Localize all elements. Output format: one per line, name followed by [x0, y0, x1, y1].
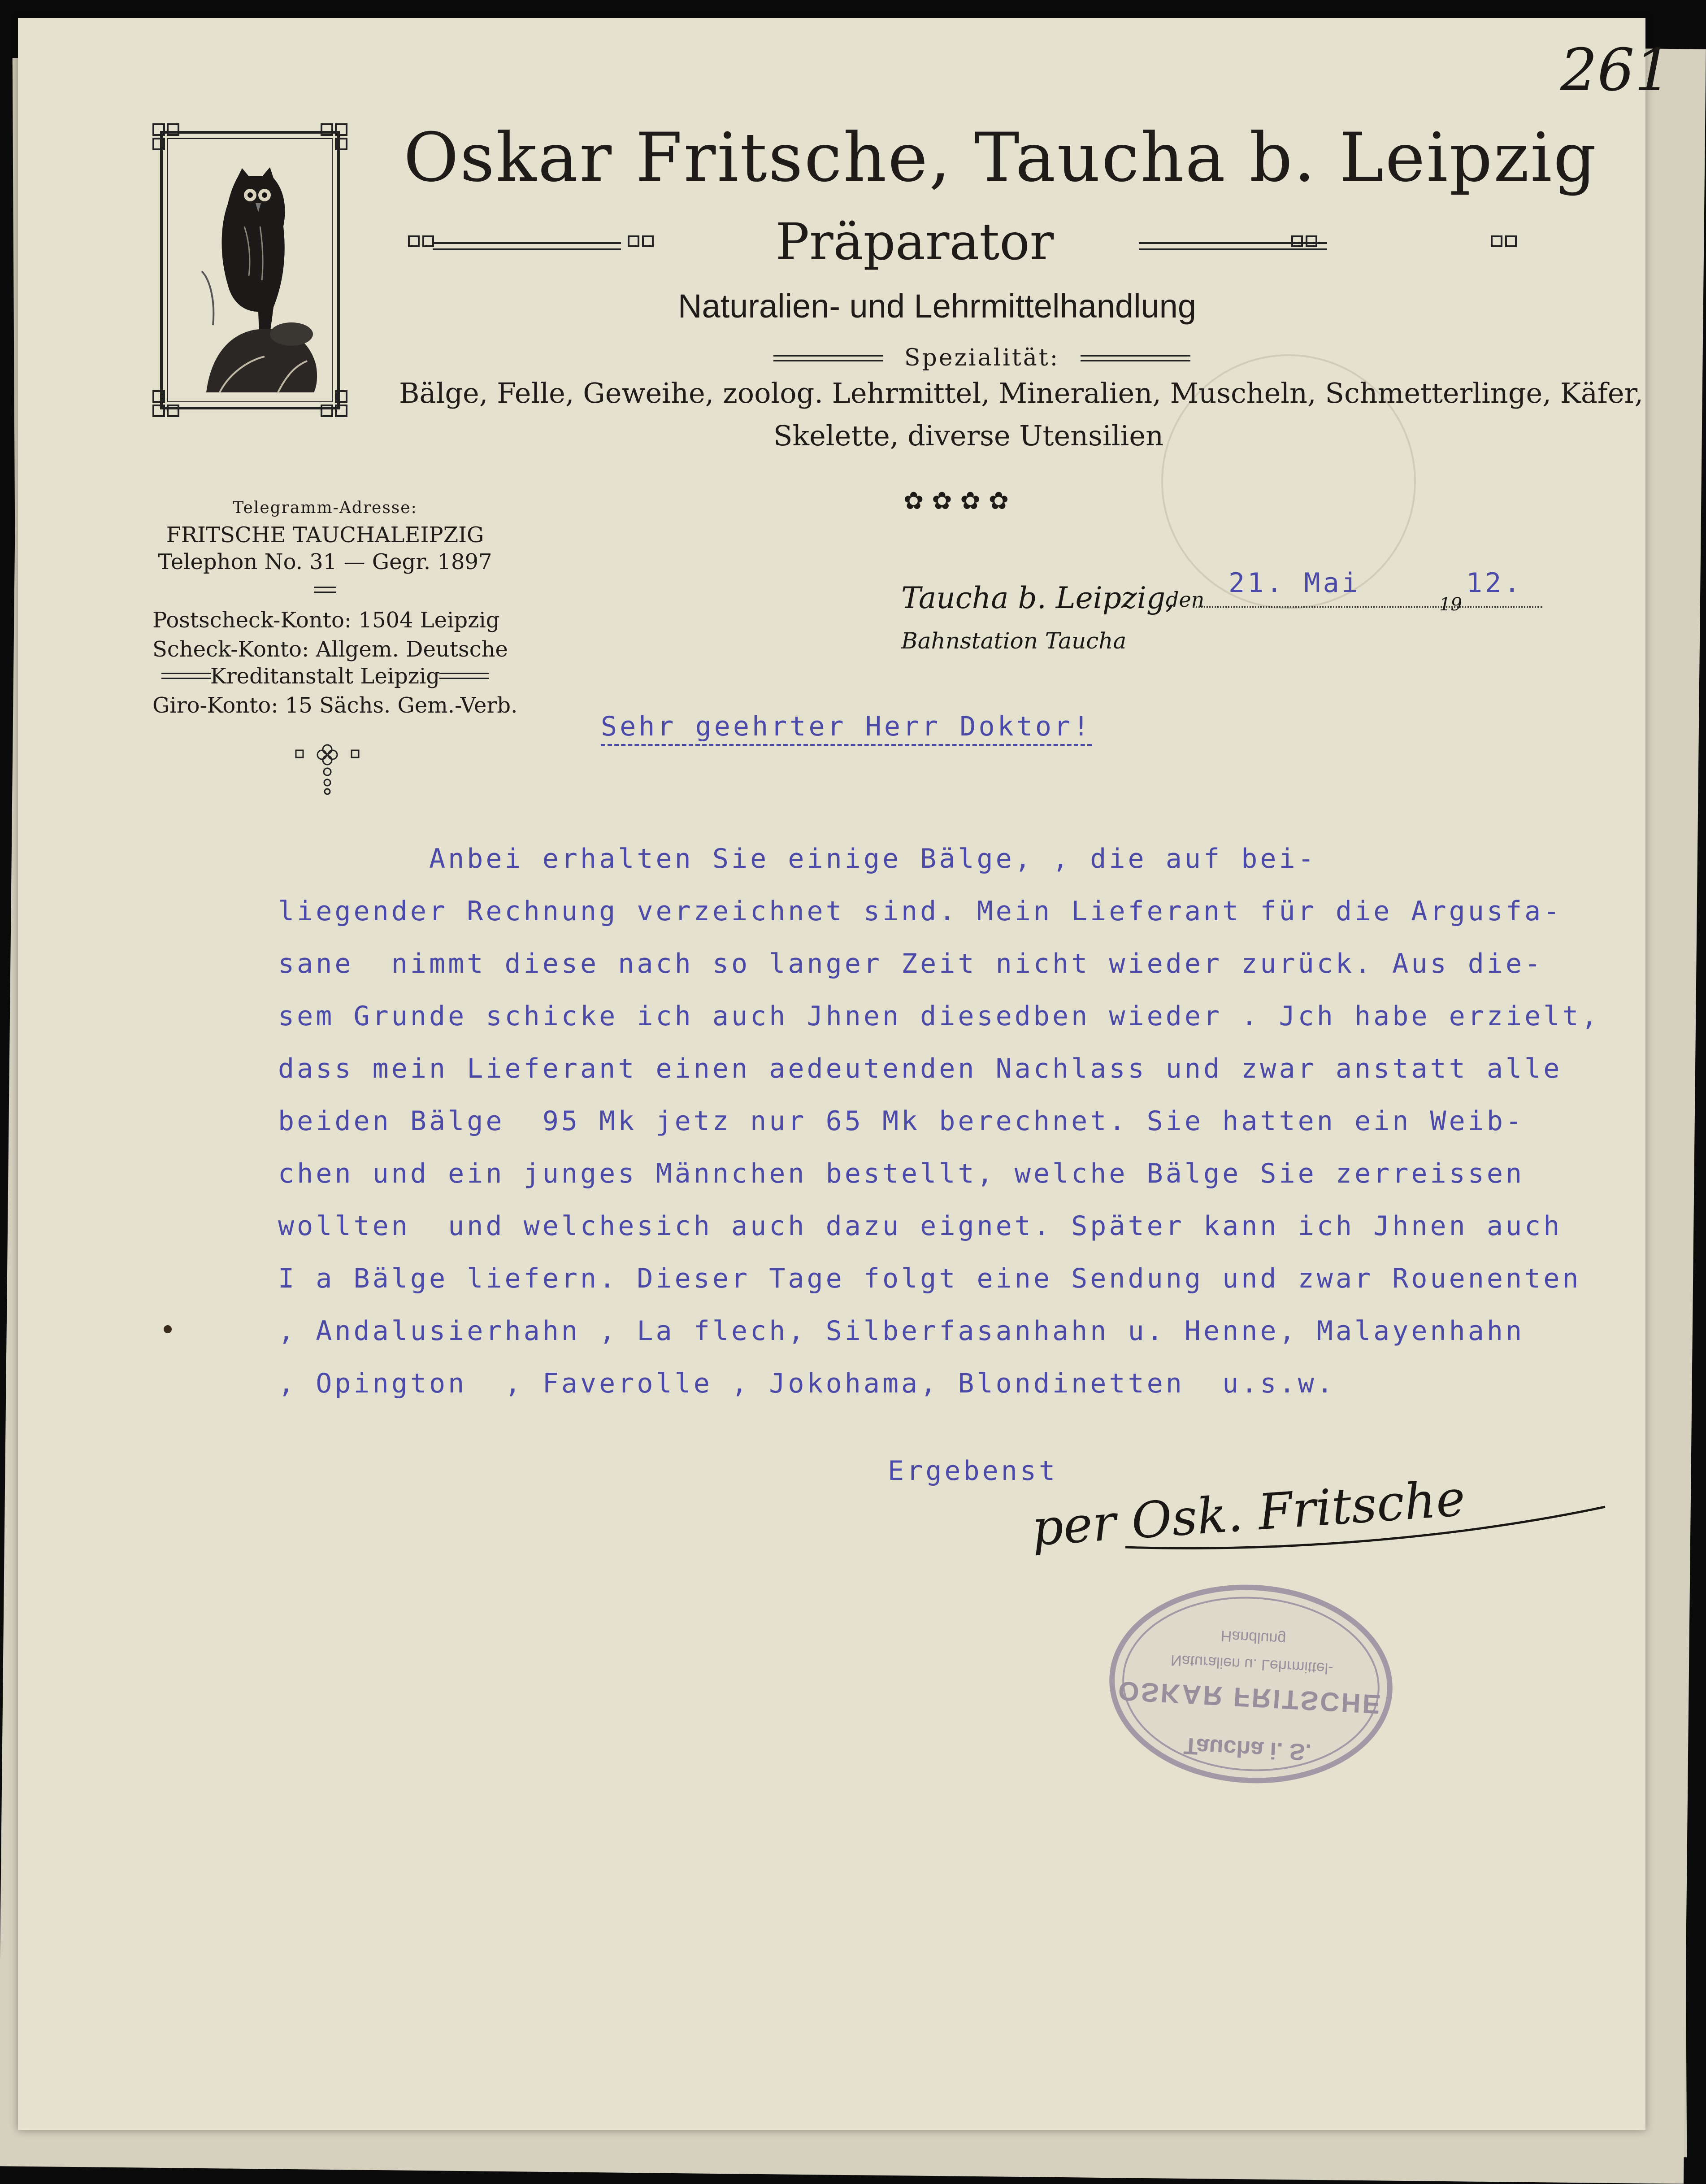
postscheck-account: Postscheck-Konto: 1504 Leipzig: [152, 608, 500, 633]
body-line: , Opington , Faverolle , Jokohama, Blondinetten u.s.w.: [278, 1368, 1336, 1399]
letter-sheet: [18, 18, 1672, 2130]
page-number: 261: [1560, 36, 1672, 104]
body-line: sem Grunde schicke ich auch Jhnen diesedben wieder . Jch habe erzielt,: [278, 1001, 1600, 1032]
station: Bahnstation Taucha: [901, 628, 1127, 654]
ornament-icon: [291, 742, 363, 798]
body-line: , Andalusierhahn , La flech, Silberfasanhahn u. Henne, Malayenhahn: [278, 1315, 1525, 1347]
body-line: beiden Bälge 95 Mk jetz nur 65 Mk berechnet. Sie hatten ein Weib-: [278, 1105, 1525, 1137]
stamp-line-2: OSKAR FRITSCHE: [1117, 1675, 1383, 1720]
specialty-label: Spezialität:: [904, 344, 1060, 371]
company-stamp: [1098, 1571, 1404, 1797]
scheck-account: Scheck-Konto: Allgem. Deutsche: [152, 637, 508, 662]
telegram-address: FRITSCHE TAUCHALEIPZIG: [166, 522, 484, 548]
giro-account: Giro-Konto: 15 Sächs. Gem.-Verb.: [152, 693, 518, 718]
specialty-line-1: Bälge, Felle, Geweihe, zoolog. Lehrmittel, Mineralien, Muscheln, Schmetterlinge, Käfer,: [399, 377, 1644, 409]
body-line: I a Bälge liefern. Dieser Tage folgt eine Sendung und zwar Rouenenten: [278, 1263, 1581, 1294]
place-printed: Taucha b. Leipzig,: [901, 581, 1175, 615]
company-name: Oskar Fritsche, Taucha b. Leipzig: [404, 119, 1598, 197]
den-label: den: [1166, 587, 1205, 612]
stamp-line-4: Handlung: [1220, 1627, 1287, 1648]
letter-body: [278, 843, 1600, 1420]
profession: Präparator: [775, 213, 1054, 271]
stamp-line-3: Naturalien u. Lehrmittel-: [1170, 1651, 1334, 1677]
signature-flourish: [1121, 1489, 1614, 1563]
body-line: chen und ein junges Männchen bestellt, welche Bälge Sie zerreissen: [278, 1158, 1525, 1189]
salutation: Sehr geehrter Herr Doktor!: [601, 711, 1092, 746]
year-prefix: 19: [1439, 594, 1462, 615]
body-line: liegender Rechnung verzeichnet sind. Mein Lieferant für die Argusfa-: [278, 896, 1563, 927]
kredit-anstalt: Kreditanstalt Leipzig: [210, 664, 440, 689]
body-line: dass mein Lieferant einen aedeutenden Nachlass und zwar anstatt alle: [278, 1053, 1563, 1084]
telegram-label: Telegramm-Adresse:: [233, 499, 417, 517]
body-line: sane nimmt diese nach so langer Zeit nicht wieder zurück. Aus die-: [278, 948, 1544, 979]
year-typed: 12.: [1466, 567, 1523, 599]
business-type: Naturalien- und Lehrmittelhandlung: [678, 287, 1196, 325]
stamp-line-1: Tauchа i. S.: [1183, 1732, 1312, 1766]
flower-ornament-icon: ✿✿✿✿: [903, 487, 1017, 515]
owl-logo: [152, 123, 347, 417]
telephone: Telephon No. 31 — Gegr. 1897: [158, 549, 492, 574]
closing: Ergebenst: [888, 1455, 1058, 1487]
signature: per Osk. Fritsche: [1029, 1469, 1467, 1557]
specialty-line-2: Skelette, diverse Utensilien: [773, 419, 1163, 452]
body-line: Anbei erhalten Sie einige Bälge, , die auf bei-: [278, 843, 1317, 874]
body-line: wollten und welchesich auch dazu eignet. Später kann ich Jhnen auch: [278, 1210, 1563, 1242]
date-typed: 21. Mai: [1228, 567, 1361, 599]
